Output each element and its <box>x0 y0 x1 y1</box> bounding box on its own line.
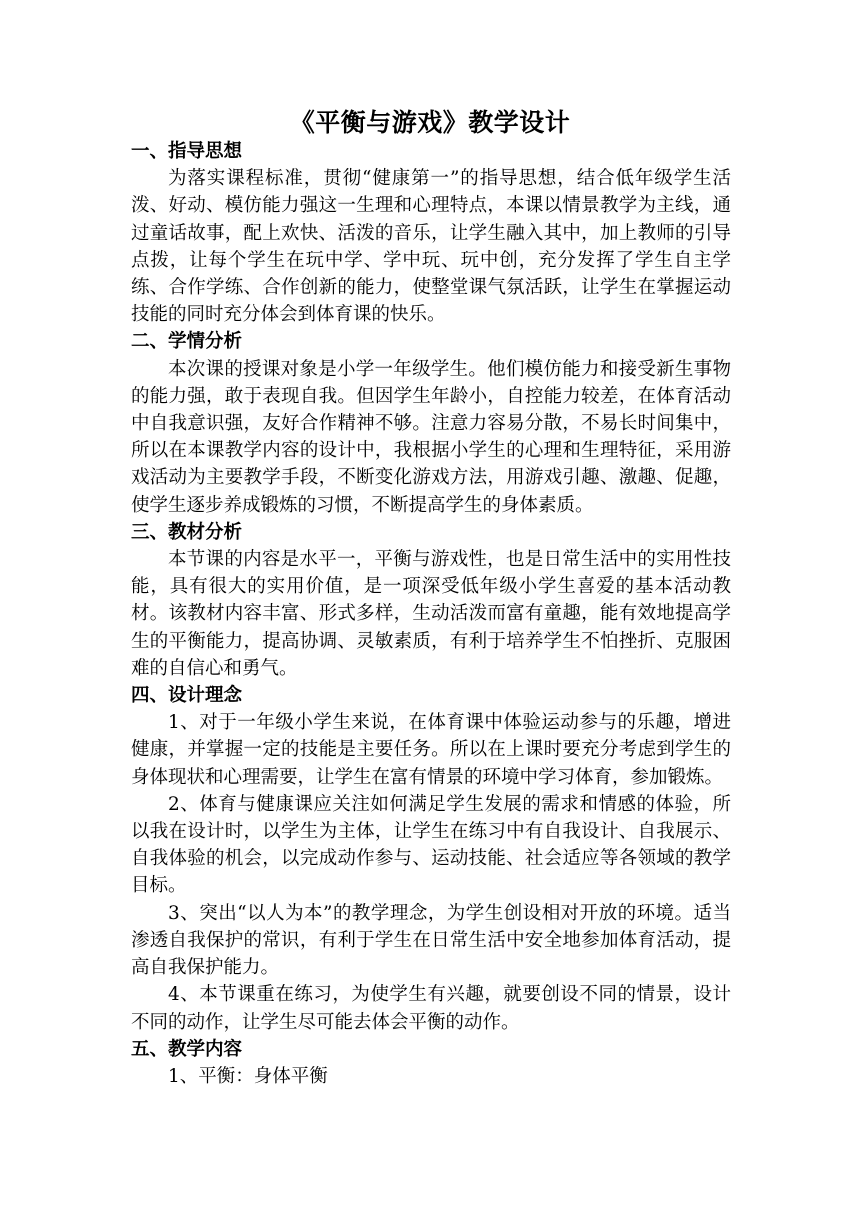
section-heading-design-concept: 四、设计理念 <box>131 685 243 707</box>
section-heading-teaching-content: 五、教学内容 <box>131 1038 243 1060</box>
paragraph-design-concept-2: 2、体育与健康课应关注如何满足学生发展的需求和情感的体验，所以我在设计时，以学生为主体，让学生在练习中有自我设计、自我展示、自我体验的机会，以完成动作参与、运动技能、社会适应等各领域的教学目标。 <box>131 793 731 897</box>
paragraph-material-analysis: 本节课的内容是水平一，平衡与游戏性，也是日常生活中的实用性技能，具有很大的实用价值，是一项深受低年级小学生喜爱的基本活动教材。该教材内容丰富、形式多样，生动活泼而富有童趣，能有效地提高学生的平衡能力，提高协调、灵敏素质，有利于培养学生不怕挫折、克服困难的自信心和勇气。 <box>131 549 731 679</box>
section-heading-learner-analysis: 二、学情分析 <box>131 331 243 353</box>
paragraph-learner-analysis: 本次课的授课对象是小学一年级学生。他们模仿能力和接受新生事物的能力强，敢于表现自我。但因学生年龄小，自控能力较差，在体育活动中自我意识强，友好合作精神不够。注意力容易分散，不易长时间集中，所以在本课教学内容的设计中，我根据小学生的心理和生理特征，采用游戏活动为主要教学手段，不断变化游戏方法，用游戏引趣、激趣、促趣，使学生逐步养成锻炼的习惯，不断提高学生的身体素质。 <box>131 358 731 516</box>
document-body <box>131 138 731 1090</box>
paragraph-design-concept-1: 1、对于一年级小学生来说，在体育课中体验运动参与的乐趣，增进健康，并掌握一定的技能是主要任务。所以在上课时要充分考虑到学生的身体现状和心理需要，让学生在富有情景的环境中学习体育，参加锻炼。 <box>131 712 731 788</box>
section-heading-material-analysis: 三、教材分析 <box>131 521 243 543</box>
document-title: 《平衡与游戏》教学设计 <box>289 108 571 137</box>
section-heading-guiding-idea: 一、指导思想 <box>131 141 243 162</box>
paragraph-design-concept-3: 3、突出“以人为本”的教学理念，为学生创设相对开放的环境。适当渗透自我保护的常识，有利于学生在日常生活中安全地参加体育活动，提高自我保护能力。 <box>131 902 731 979</box>
paragraph-design-concept-4: 4、本节课重在练习，为使学生有兴趣，就要创设不同的情景，设计不同的动作，让学生尽可能去体会平衡的动作。 <box>131 984 731 1033</box>
paragraph-teaching-content-1: 1、平衡：身体平衡 <box>168 1065 328 1087</box>
paragraph-guiding-idea: 为落实课程标准，贯彻“健康第一”的指导思想，结合低年级学生活泼、好动、模仿能力强这一生理和心理特点，本课以情景教学为主线，通过童话故事，配上欢快、活泼的音乐，让学生融入其中，加上教师的引导点拨，让每个学生在玩中学、学中玩、玩中创，充分发挥了学生自主学练、合作学练、合作创新的能力，使整堂课气氛活跃，让学生在掌握运动技能的同时充分体会到体育课的快乐。 <box>131 168 731 326</box>
